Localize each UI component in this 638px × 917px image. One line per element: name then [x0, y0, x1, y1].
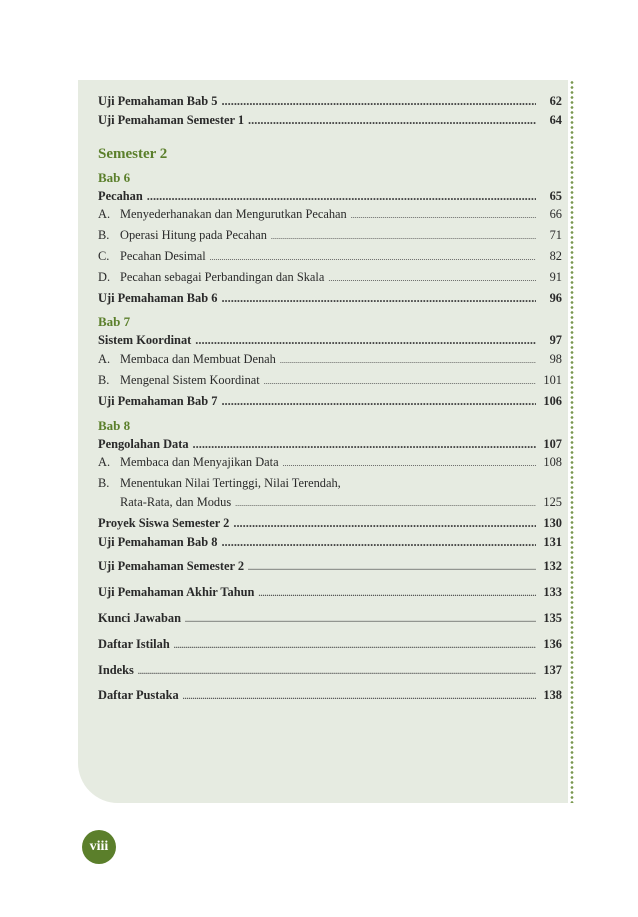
dot-leader — [221, 392, 536, 411]
toc-entry[interactable] — [98, 331, 562, 350]
dot-leader — [233, 514, 536, 533]
toc-page: 107 — [543, 436, 562, 451]
toc-page: 96 — [549, 290, 562, 305]
toc-title: Sistem Koordinat — [98, 333, 192, 348]
dot-leader — [210, 247, 536, 268]
toc-page: 138 — [543, 688, 562, 703]
toc-entry[interactable] — [98, 226, 562, 247]
dot-leader — [147, 187, 536, 206]
toc-letter: A. — [98, 352, 111, 367]
toc-entry[interactable] — [98, 205, 562, 226]
dot-leader — [138, 661, 536, 682]
chapter-label: Bab 7 — [98, 314, 131, 330]
toc-page: 133 — [543, 585, 562, 600]
chapter-label: Bab 6 — [98, 169, 131, 185]
toc-title: Uji Pemahaman Semester 1 — [98, 112, 245, 127]
toc-letter: B. — [98, 476, 110, 491]
toc-page: 131 — [543, 534, 562, 549]
toc-entry[interactable] — [98, 583, 562, 604]
dot-leader — [248, 557, 536, 578]
toc-page: 125 — [543, 494, 562, 509]
toc-page: 101 — [543, 372, 562, 387]
toc-letter: C. — [98, 248, 110, 263]
toc-page: 62 — [549, 94, 562, 108]
toc-entry-continuation[interactable] — [98, 493, 562, 514]
toc-letter: B. — [98, 228, 110, 243]
dot-leader — [328, 268, 536, 289]
toc-title: Pecahan sebagai Perbandingan dan Skala — [120, 269, 325, 284]
toc-entry[interactable] — [98, 514, 562, 533]
dot-leader — [271, 226, 536, 247]
toc-entry[interactable] — [98, 371, 562, 392]
table-of-contents — [98, 92, 562, 707]
toc-entry-multiline[interactable] — [98, 474, 562, 493]
dot-leader — [264, 371, 536, 392]
toc-entry[interactable] — [98, 635, 562, 656]
toc-page: 137 — [543, 662, 562, 677]
toc-entry[interactable] — [98, 187, 562, 206]
toc-title: Uji Pemahaman Bab 7 — [98, 393, 218, 408]
dot-leader — [195, 331, 536, 350]
toc-title: Menentukan Nilai Tertinggi, Nilai Terendah, — [120, 476, 341, 491]
toc-page: 82 — [549, 248, 562, 263]
toc-title: Pecahan Desimal — [120, 248, 206, 263]
toc-page: 135 — [543, 610, 562, 625]
toc-entry[interactable] — [98, 609, 562, 630]
toc-title: Daftar Pustaka — [98, 688, 179, 703]
toc-page: 136 — [543, 636, 562, 651]
dot-leader — [221, 533, 536, 552]
toc-title: Mengenal Sistem Koordinat — [120, 372, 260, 387]
dotted-border — [570, 80, 574, 803]
toc-entry[interactable] — [98, 350, 562, 371]
toc-title: Daftar Istilah — [98, 636, 170, 651]
toc-title: Menyederhanakan dan Mengurutkan Pecahan — [120, 207, 347, 222]
dot-leader — [280, 350, 536, 371]
toc-entry[interactable] — [98, 111, 562, 130]
toc-entry[interactable] — [98, 289, 562, 308]
toc-entry[interactable] — [98, 557, 562, 578]
dot-leader — [221, 289, 536, 308]
toc-entry[interactable] — [98, 453, 562, 474]
toc-entry[interactable] — [98, 92, 562, 111]
dot-leader — [221, 92, 536, 111]
toc-title: Kunci Jawaban — [98, 610, 181, 625]
toc-page: 97 — [549, 333, 562, 348]
toc-page: 64 — [549, 112, 562, 127]
toc-title: Indeks — [98, 662, 134, 677]
toc-title: Uji Pemahaman Semester 2 — [98, 559, 245, 574]
chapter-label: Bab 8 — [98, 417, 131, 433]
semester-heading: Semester 2 — [98, 145, 168, 162]
toc-entry[interactable] — [98, 533, 562, 552]
toc-page: 66 — [549, 207, 562, 222]
toc-title: Uji Pemahaman Bab 6 — [98, 290, 218, 305]
toc-entry[interactable] — [98, 686, 562, 707]
toc-page: 98 — [549, 352, 562, 367]
toc-title: Membaca dan Membuat Denah — [120, 352, 276, 367]
toc-letter: D. — [98, 269, 111, 284]
toc-title: Membaca dan Menyajikan Data — [120, 455, 279, 470]
toc-entry[interactable] — [98, 435, 562, 454]
page-number-badge: viii — [82, 830, 116, 864]
toc-page: 106 — [543, 393, 562, 408]
toc-title: Uji Pemahaman Bab 5 — [98, 94, 218, 108]
toc-letter: B. — [98, 372, 110, 387]
dot-leader — [193, 435, 536, 454]
toc-page: 91 — [549, 269, 562, 284]
toc-entry[interactable] — [98, 247, 562, 268]
toc-entry[interactable] — [98, 392, 562, 411]
toc-title: Uji Pemahaman Akhir Tahun — [98, 585, 255, 600]
toc-title: Proyek Siswa Semester 2 — [98, 515, 230, 530]
toc-entry[interactable] — [98, 661, 562, 682]
dot-leader — [351, 205, 536, 226]
toc-title-continuation: Rata-Rata, dan Modus — [120, 494, 232, 509]
dot-leader — [183, 686, 536, 707]
toc-title: Operasi Hitung pada Pecahan — [120, 228, 267, 243]
dot-leader — [235, 493, 536, 514]
toc-letter: A. — [98, 207, 111, 222]
toc-page: 130 — [543, 515, 562, 530]
dot-leader — [248, 111, 536, 130]
toc-title: Pecahan — [98, 188, 143, 203]
dot-leader — [283, 453, 536, 474]
toc-title: Uji Pemahaman Bab 8 — [98, 534, 218, 549]
dot-leader — [174, 635, 536, 656]
toc-page: 65 — [549, 188, 562, 203]
dot-leader — [258, 583, 536, 604]
toc-entry[interactable] — [98, 268, 562, 289]
toc-letter: A. — [98, 455, 111, 470]
toc-page: 132 — [543, 559, 562, 574]
dot-leader — [185, 609, 536, 630]
toc-title: Pengolahan Data — [98, 436, 189, 451]
toc-page: 71 — [549, 228, 562, 243]
toc-page: 108 — [543, 455, 562, 470]
